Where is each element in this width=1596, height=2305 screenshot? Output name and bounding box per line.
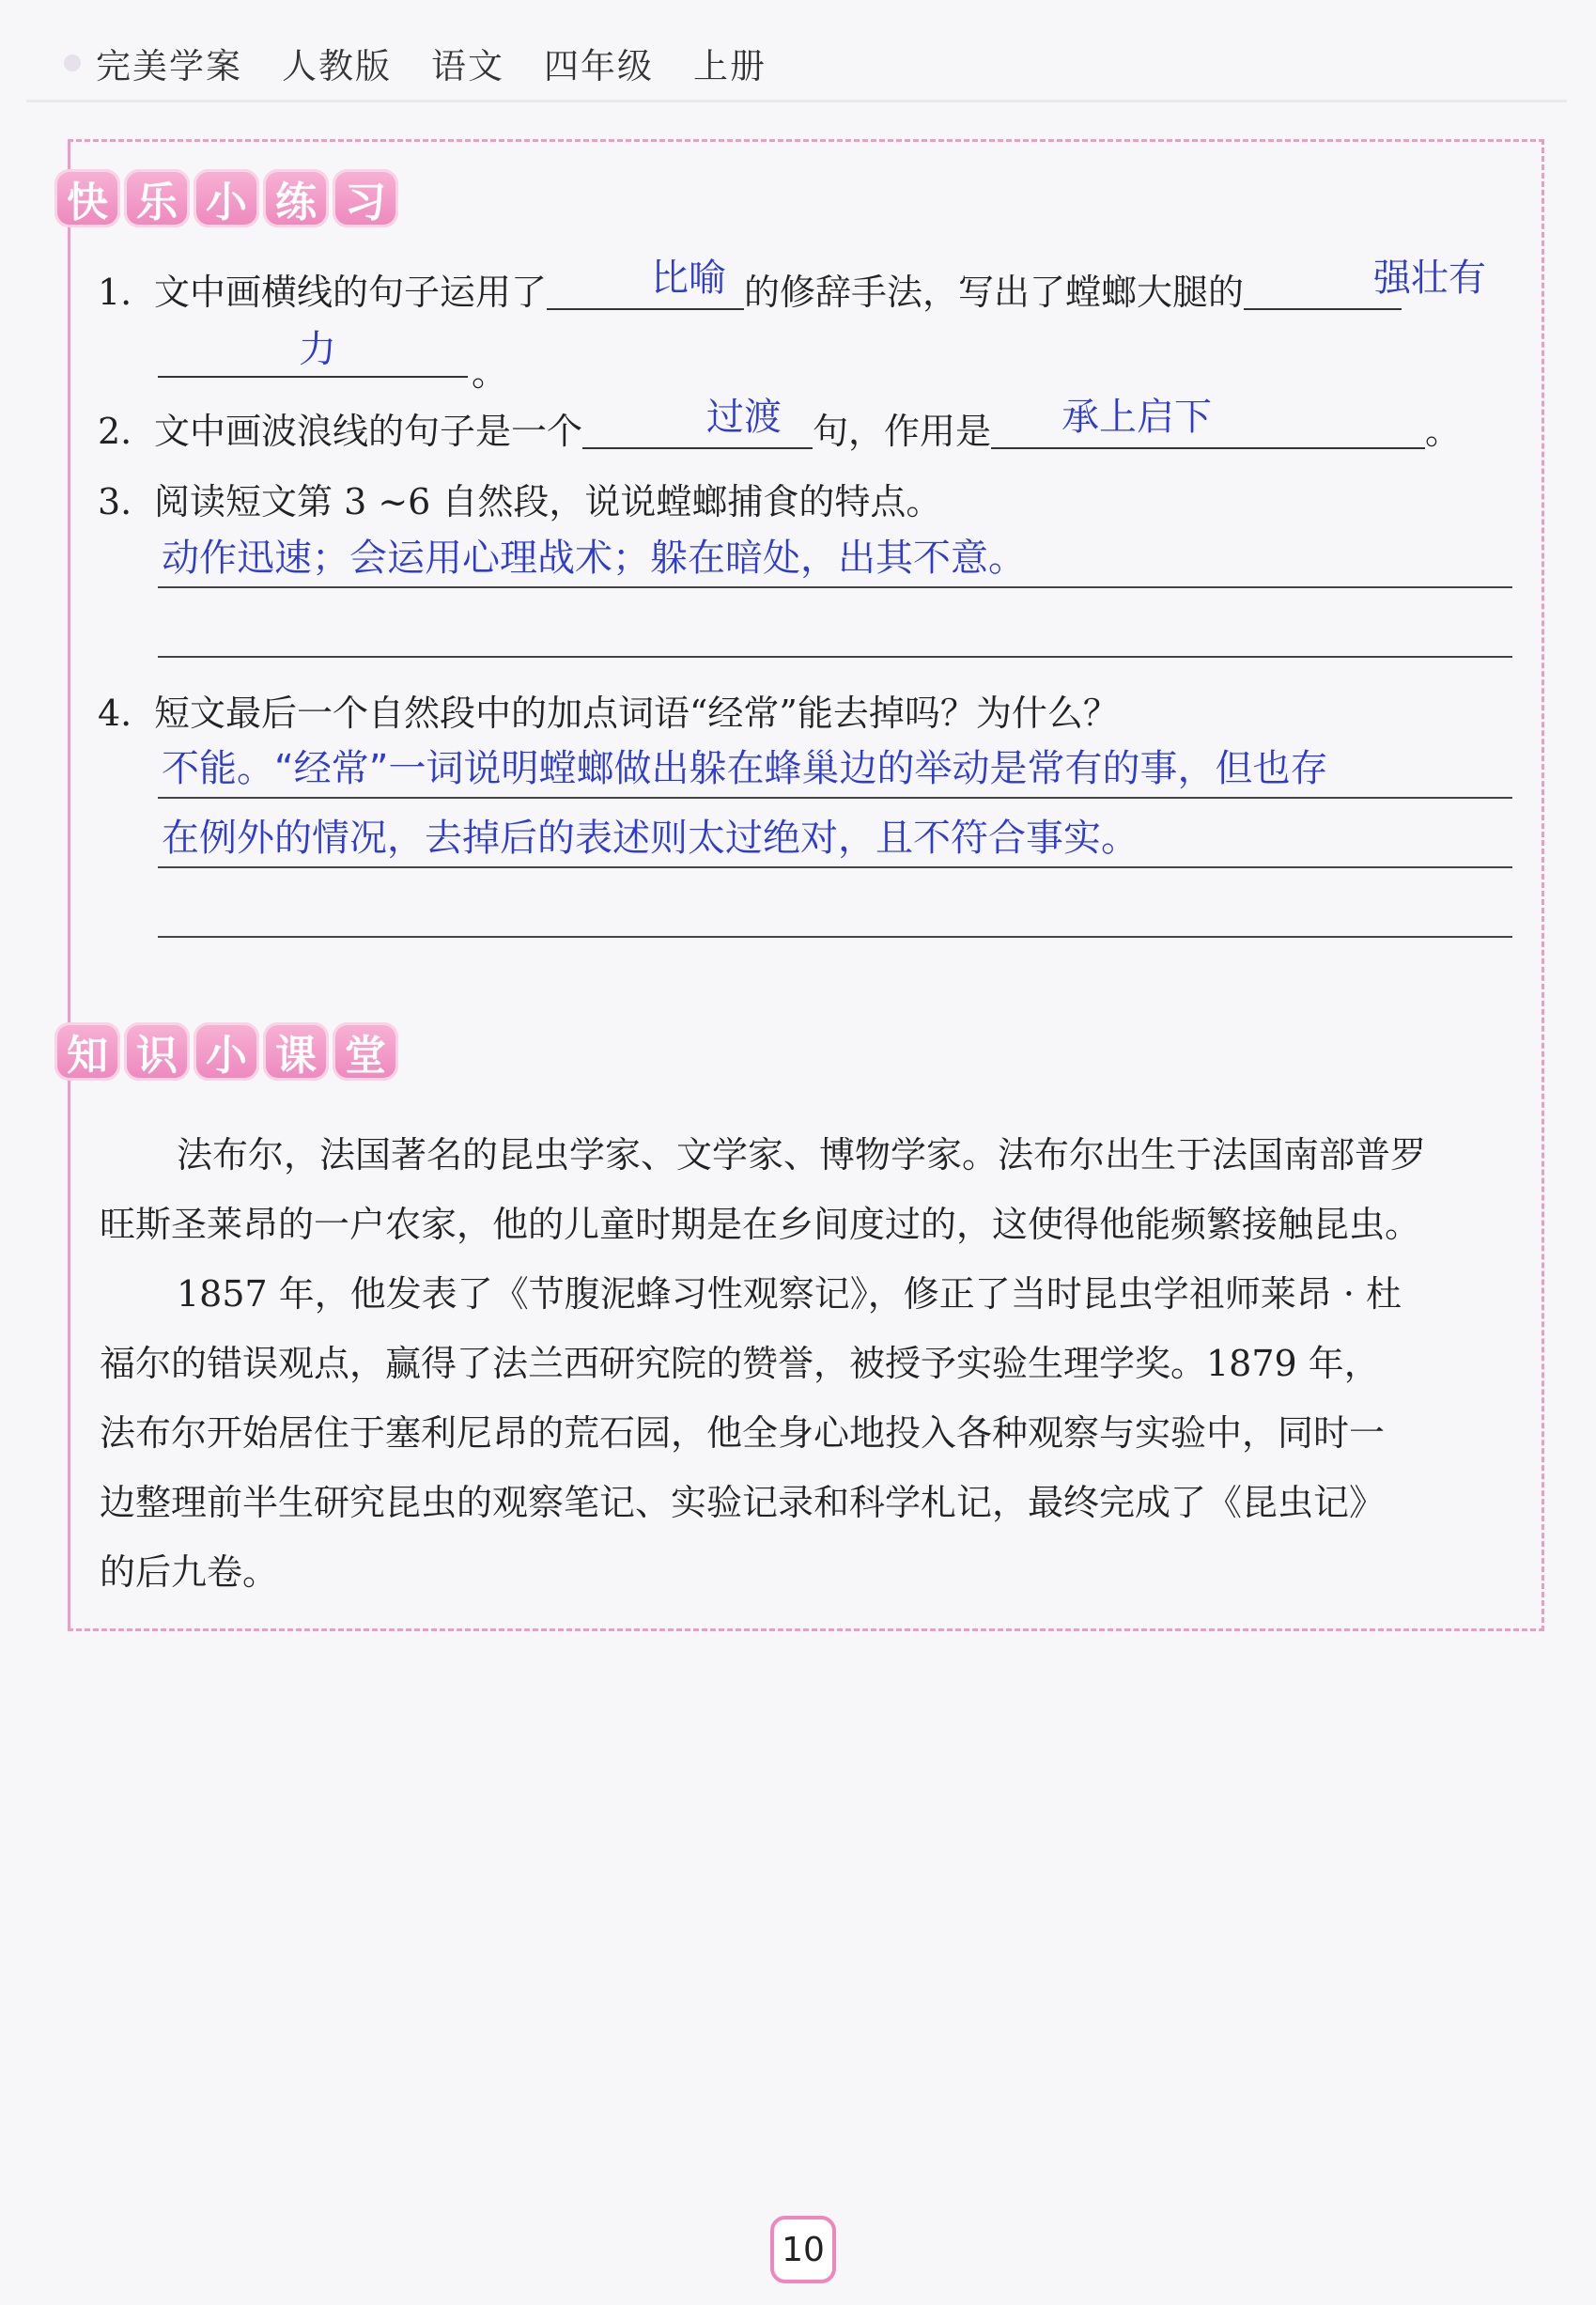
header-volume: 上册 (693, 46, 767, 86)
title-tile: 小 (194, 169, 259, 227)
question-4 (98, 684, 1119, 736)
paragraph-line: 福尔的错误观点，赢得了法兰西研究院的赞誉，被授予实验生理学奖。1879 年， (100, 1343, 1380, 1384)
paragraph-line: 法布尔开始居住于塞利尼昂的荒石园，他全身心地投入各种观察与实验中，同时一 (100, 1412, 1386, 1454)
sentence-end: 。 (1425, 411, 1462, 452)
handwritten-answer: 动作迅速；会运用心理战术；躲在暗处，出其不意。 (162, 537, 1026, 580)
header-book: 完美学案 (96, 46, 242, 86)
question-text: 文中画横线的句子运用了 (154, 272, 548, 313)
paragraph-line: 法布尔，法国著名的昆虫学家、文学家、博物学家。法布尔出生于法国南部普罗 (177, 1134, 1427, 1176)
answer-blank (582, 447, 813, 449)
question-text: 阅读短文第 3 ~6 自然段，说说螳螂捕食的特点。 (154, 481, 942, 522)
handwritten-answer: 过渡 (706, 396, 782, 439)
question-number: 1. (98, 272, 132, 313)
paragraph-line: 的后九卷。 (100, 1551, 279, 1593)
title-tile: 乐 (124, 169, 190, 227)
sentence-end: 。 (472, 352, 508, 394)
page-header (96, 38, 767, 88)
answer-line (158, 586, 1512, 588)
title-tile: 堂 (333, 1022, 398, 1081)
header-edition: 人教版 (282, 46, 392, 86)
header-divider (26, 100, 1567, 102)
page-number: 10 (770, 2216, 836, 2283)
knowledge-section-title (54, 1022, 398, 1081)
answer-blank (158, 376, 468, 378)
title-tile: 小 (194, 1022, 259, 1081)
handwritten-answer: 力 (299, 328, 336, 371)
paragraph-line: 边整理前半生研究昆虫的观察笔记、实验记录和科学札记，最终完成了《昆虫记》 (100, 1482, 1386, 1523)
title-tile: 课 (263, 1022, 329, 1081)
question-number: 2. (98, 411, 132, 452)
handwritten-answer: 在例外的情况，去掉后的表述则太过绝对，且不符合事实。 (162, 817, 1139, 860)
answer-line (158, 797, 1512, 799)
practice-section-title (54, 169, 398, 227)
header-subject: 语文 (431, 46, 504, 86)
title-tile: 知 (54, 1022, 120, 1081)
header-grade: 四年级 (544, 46, 654, 86)
answer-line (158, 866, 1512, 868)
header-dot (64, 55, 81, 71)
paragraph-line: 旺斯圣莱昂的一户农家，他的儿童时期是在乡间度过的，这使得他能频繁接触昆虫。 (100, 1204, 1421, 1245)
title-tile: 练 (263, 169, 329, 227)
answer-blank (991, 447, 1425, 449)
answer-blank (1244, 308, 1402, 310)
question-number: 4. (98, 693, 132, 734)
answer-line (158, 936, 1512, 938)
question-text: 的修辞手法，写出了螳螂大腿的 (744, 272, 1245, 313)
answer-blank (547, 308, 744, 310)
handwritten-answer: 不能。“经常”一词说明螳螂做出躲在蜂巢边的举动是常有的事，但也存 (162, 747, 1328, 790)
handwritten-answer: 强壮有 (1373, 257, 1486, 300)
title-tile: 识 (124, 1022, 190, 1081)
question-text: 短文最后一个自然段中的加点词语“经常”能去掉吗？为什么？ (154, 693, 1119, 734)
title-tile: 习 (333, 169, 398, 227)
answer-line (158, 656, 1512, 658)
question-3 (98, 473, 941, 524)
handwritten-answer: 承上启下 (1061, 396, 1212, 439)
question-1 (98, 263, 1402, 315)
handwritten-answer: 比喻 (651, 257, 726, 300)
title-tile: 快 (54, 169, 120, 227)
paragraph-line: 1857 年，他发表了《节腹泥蜂习性观察记》，修正了当时昆虫学祖师莱昂 · 杜 (177, 1273, 1402, 1315)
question-text: 文中画波浪线的句子是一个 (154, 411, 583, 452)
question-text: 句，作用是 (813, 411, 992, 452)
question-number: 3. (98, 481, 132, 522)
